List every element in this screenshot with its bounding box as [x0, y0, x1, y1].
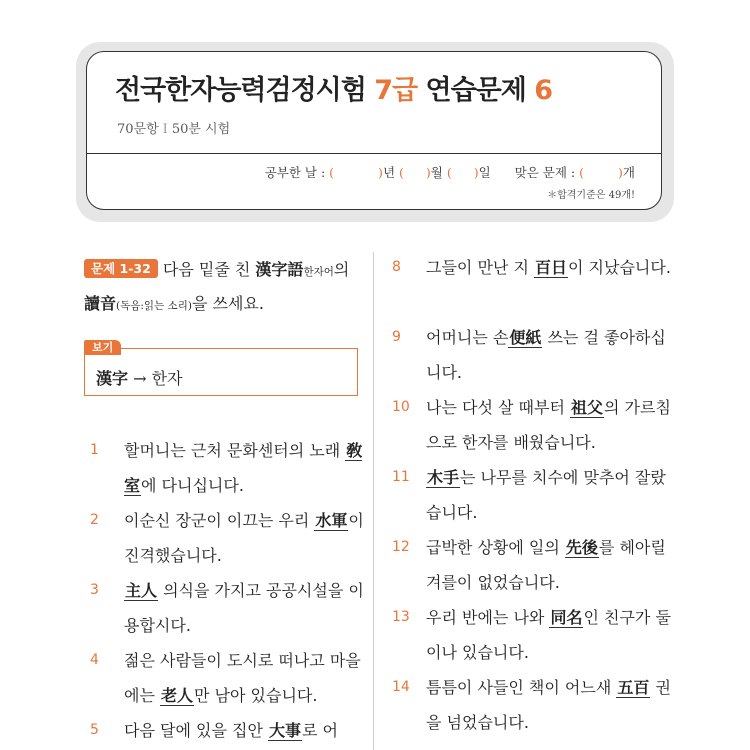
- question-text: 木手는 나무를 치수에 맞추어 잘랐습니다.: [426, 468, 666, 522]
- question-number: 2: [90, 512, 99, 528]
- instruction-text: 문제 1-32 다음 밑줄 친 漢字語한자어의 讀音(독음:읽는 소리)을 쓰세요.: [84, 260, 350, 313]
- question-text: 어머니는 손便紙 쓰는 걸 좋아하십니다.: [426, 328, 666, 382]
- question-number: 1: [90, 442, 99, 458]
- underlined-hanja: 百日: [535, 258, 568, 277]
- example-content: 漢字 → 한자: [96, 369, 183, 388]
- question-text: 틈틈이 사들인 책이 어느새 五百 권을 넘었습니다.: [426, 678, 671, 732]
- question-text: 우리 반에는 나와 同名인 친구가 둘이나 있습니다.: [426, 608, 671, 662]
- question-number: 14: [392, 679, 410, 695]
- underlined-hanja: 水軍: [315, 511, 348, 530]
- question-text: 이순신 장군이 이끄는 우리 水軍이 진격했습니다.: [124, 511, 364, 565]
- header-divider: [87, 153, 661, 154]
- question-number: 8: [392, 259, 401, 275]
- question-text: 主人 의식을 가지고 공공시설을 이용합시다.: [124, 581, 364, 635]
- underlined-hanja: 同名: [550, 608, 583, 627]
- question-number: 11: [392, 469, 410, 485]
- question-range-badge: 문제 1-32: [84, 259, 158, 278]
- underlined-hanja: 木手: [427, 468, 460, 487]
- column-divider: [373, 252, 374, 750]
- exam-info: 70문항 I 50분 시험: [117, 122, 231, 137]
- header-box: [86, 51, 662, 210]
- example-tag: 보기: [84, 340, 121, 355]
- question-number: 13: [392, 609, 410, 625]
- underlined-hanja: 便紙: [509, 328, 542, 347]
- question-text: 나는 다섯 살 때부터 祖父의 가르침으로 한자를 배웠습니다.: [426, 398, 671, 452]
- underlined-hanja: 五百: [617, 678, 650, 697]
- pass-criteria-note: ＊합격기준은 49개!: [547, 190, 635, 201]
- study-record-line: 공부한 날 : ( )년 ( )월 ( )일 맞은 문제 : ( )개: [264, 165, 635, 180]
- example-box: [84, 341, 358, 396]
- question-text: 그들이 만난 지 百日이 지났습니다.: [426, 258, 671, 277]
- underlined-hanja: 老人: [161, 686, 194, 705]
- page-title: 전국한자능력검정시험 7급 연습문제 6: [115, 75, 553, 106]
- underlined-hanja: 敎室: [124, 441, 363, 495]
- underlined-hanja: 大事: [269, 721, 302, 740]
- underlined-hanja: 祖父: [571, 398, 604, 417]
- question-text: 젊은 사람들이 도시로 떠나고 마을에는 老人만 남아 있습니다.: [124, 651, 361, 705]
- question-text: 할머니는 근처 문화센터의 노래 敎室에 다니십니다.: [124, 441, 363, 495]
- question-text: 급박한 상황에 일의 先後를 헤아릴 겨를이 없었습니다.: [426, 538, 666, 592]
- question-number: 4: [90, 652, 99, 668]
- question-number: 3: [90, 582, 99, 598]
- question-number: 12: [392, 539, 410, 555]
- question-text: 다음 달에 있을 집안 大事로 어: [124, 721, 339, 740]
- underlined-hanja: 主人: [125, 581, 158, 600]
- question-number: 10: [392, 399, 410, 415]
- underlined-hanja: 先後: [565, 538, 598, 557]
- question-number: 5: [90, 722, 99, 738]
- question-number: 9: [392, 329, 401, 345]
